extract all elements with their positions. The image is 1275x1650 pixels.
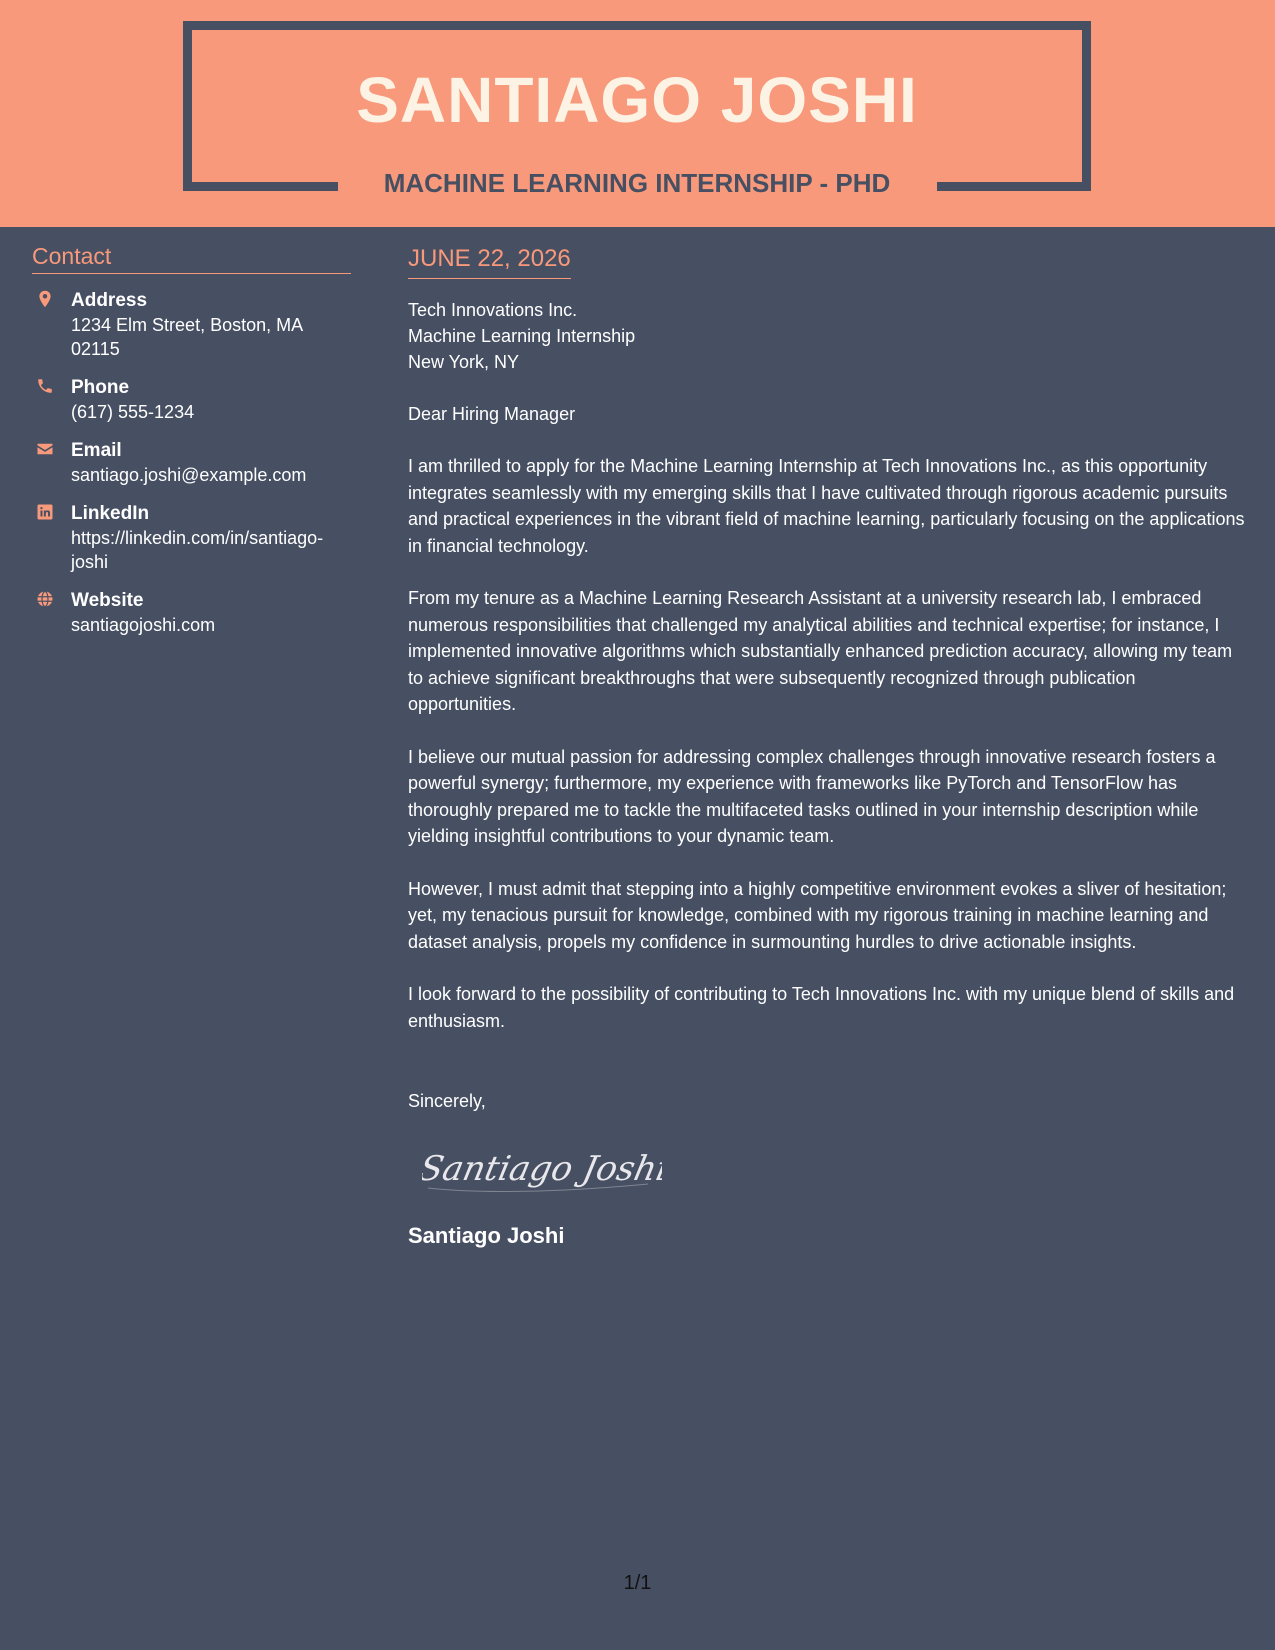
contact-address <box>32 288 351 361</box>
paragraph-2: From my tenure as a Machine Learning Research Assistant at a university research lab, I embraced numerous responsibilities that challenged my analytical abilities and technical expertise; for instance, I implemented innovative algorithms which substantially enhanced prediction accuracy, allowing my team to achieve significant breakthroughs that were subsequently recognized through publication opportunities. <box>408 588 1233 714</box>
email-label: Email <box>71 440 122 461</box>
address-value: 1234 Elm Street, Boston, MA 02115 <box>71 315 303 359</box>
website-label: Website <box>71 590 144 611</box>
contact-linkedin <box>32 501 351 574</box>
recipient-block <box>408 297 1248 375</box>
website-value[interactable]: santiagojoshi.com <box>71 615 216 635</box>
email-value[interactable]: santiago.joshi@example.com <box>71 465 307 485</box>
greeting: Dear Hiring Manager <box>408 404 576 424</box>
contact-phone <box>32 375 351 424</box>
recipient-location: New York, NY <box>408 352 520 372</box>
contact-sidebar <box>32 242 351 651</box>
recipient-company: Tech Innovations Inc. <box>408 300 578 320</box>
paragraph-4: However, I must admit that stepping into a highly competitive environment evokes a sliver of hesitation; yet, my tenacious pursuit for knowledge, combined with my rigorous training in machine learning and dataset analysis, propels my confidence in surmounting hurdles to drive actionable insights. <box>408 878 1227 952</box>
handwritten-signature <box>422 1140 662 1200</box>
globe-icon <box>36 590 54 608</box>
phone-label: Phone <box>71 377 130 398</box>
recipient-position: Machine Learning Internship <box>408 326 636 346</box>
linkedin-value[interactable]: https://linkedin.com/in/santiago-joshi <box>71 528 324 572</box>
paragraph-1: I am thrilled to apply for the Machine Learning Internship at Tech Innovations Inc., as this opportunity integrates seamlessly with my emerging skills that I have cultivated through rigorous academic pursuits and practical experiences in the vibrant field of machine learning, particularly focusing on the applications in financial technology. <box>408 456 1245 556</box>
map-pin-icon <box>36 290 54 308</box>
contact-heading: Contact <box>32 242 351 274</box>
address-label: Address <box>71 290 148 311</box>
phone-value: (617) 555-1234 <box>71 402 195 422</box>
linkedin-label: LinkedIn <box>71 503 150 524</box>
paragraph-5: I look forward to the possibility of contributing to Tech Innovations Inc. with my unique blend of skills and enthusiasm. <box>408 984 1235 1031</box>
envelope-icon <box>36 440 54 458</box>
closing: Sincerely, <box>408 1091 486 1111</box>
job-title: MACHINE LEARNING INTERNSHIP - PHD <box>383 168 891 198</box>
contact-email <box>32 438 351 487</box>
letter-body <box>408 244 1248 1251</box>
signer-name: Santiago Joshi <box>408 1223 565 1248</box>
phone-icon <box>36 377 54 395</box>
paragraph-3: I believe our mutual passion for addressing complex challenges through innovative research fosters a powerful synergy; furthermore, my experience with frameworks like PyTorch and TensorFlow has thoroughly prepared me to tackle the multifaceted tasks outlined in your internship description while yielding insightful contributions to your dynamic team. <box>408 746 1216 846</box>
header-banner <box>0 0 1275 227</box>
applicant-name: SANTIAGO JOSHI <box>356 64 918 136</box>
page-number: 1/1 <box>623 1572 652 1594</box>
signature-text: Santiago Joshi <box>422 1149 662 1189</box>
contact-website <box>32 588 351 637</box>
linkedin-icon <box>36 503 54 521</box>
letter-date: JUNE 22, 2026 <box>408 244 571 279</box>
